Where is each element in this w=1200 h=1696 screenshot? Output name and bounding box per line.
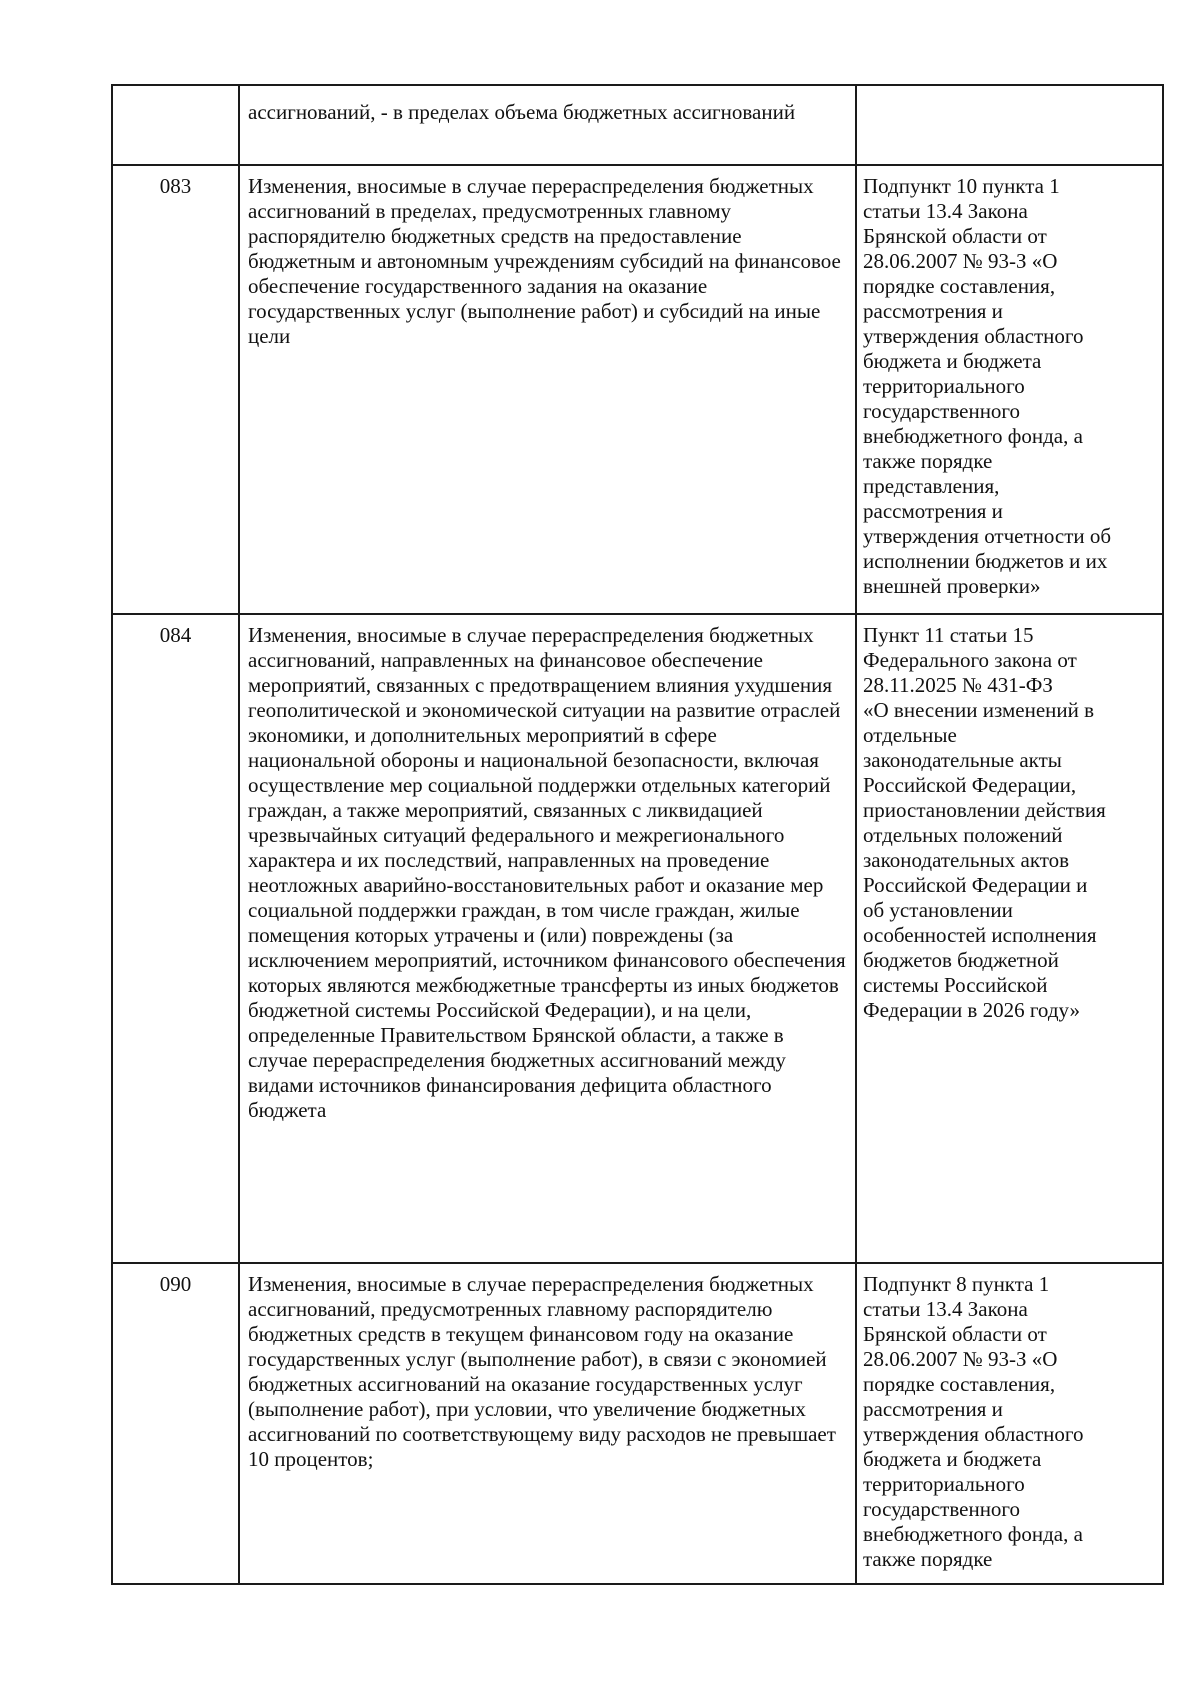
basis-cell xyxy=(856,614,1163,1263)
basis-cell xyxy=(856,85,1163,165)
row-code xyxy=(113,86,238,94)
description-cell xyxy=(239,85,856,165)
row-basis: Подпункт 8 пункта 1 статьи 13.4 Закона Брянской области от 28.06.2007 № 93-З «О порядке составления, рассмотрения и утверждения областного бюджета и бюджета территориального государственного внебюджетного фонда, а также порядке xyxy=(863,1272,1084,1571)
code-cell xyxy=(112,85,239,165)
row-basis: Пункт 11 статьи 15 Федерального закона от 28.11.2025 № 431-ФЗ «О внесении изменений в отдельные законодательные акты Российской Федерации, приостановлении действия отдельных положений законодательных актов Российской Федерации и об установлении особенностей исполнения бюджетов бюджетной системы Российской Федерации в 2026 году» xyxy=(863,623,1106,1022)
row-description: ассигнований, - в пределах объема бюджетных ассигнований xyxy=(248,100,796,124)
budget-changes-table xyxy=(111,84,1164,1585)
row-description: Изменения, вносимые в случае перераспределения бюджетных ассигнований в пределах, предусмотренных главному распорядителю бюджетных средств на предоставление бюджетным и автономным учреждениям субсидий на финансовое обеспечение государственного задания на оказание государственных услуг (выполнение работ) и субсидий на иные цели xyxy=(248,174,841,348)
basis-cell xyxy=(856,1263,1163,1584)
table-row xyxy=(112,1263,1163,1584)
row-basis: Подпункт 10 пункта 1 статьи 13.4 Закона Брянской области от 28.06.2007 № 93-З «О порядке составления, рассмотрения и утверждения областного бюджета и бюджета территориального государственного внебюджетного фонда, а также порядке представления, рассмотрения и утверждения отчетности об исполнении бюджетов и их внешней проверки» xyxy=(863,174,1112,598)
row-basis xyxy=(857,86,1162,102)
row-code: 083 xyxy=(159,174,192,198)
description-cell xyxy=(239,165,856,614)
row-description: Изменения, вносимые в случае перераспределения бюджетных ассигнований, направленных на финансовое обеспечение мероприятий, связанных с предотвращением влияния ухудшения геополитической и экономической ситуации на развитие отраслей экономики, и дополнительных мероприятий в сфере национальной обороны и национальной безопасности, включая осуществление мер социальной поддержки отдельных категорий граждан, а также мероприятий, связанных с ликвидацией чрезвычайных ситуаций федерального и межрегионального характера и их последствий, направленных на проведение неотложных аварийно-восстановительных работ и оказание мер социальной поддержки граждан, в том числе граждан, жилые помещения которых утрачены и (или) повреждены (за исключением мероприятий, источником финансового обеспечения которых являются межбюджетные трансферты из иных бюджетов бюджетной системы Российской Федерации), и на цели, определенные Правительством Брянской области, а также в случае перераспределения бюджетных ассигнований между видами источников финансирования дефицита областного бюджета xyxy=(248,623,846,1122)
table-row xyxy=(112,614,1163,1263)
code-cell xyxy=(112,1263,239,1584)
row-description: Изменения, вносимые в случае перераспределения бюджетных ассигнований, предусмотренных главному распорядителю бюджетных средств в текущем финансовом году на оказание государственных услуг (выполнение работ), в связи с экономией бюджетных ассигнований на оказание государственных услуг (выполнение работ), при условии, что увеличение бюджетных ассигнований по соответствующему виду расходов не превышает 10 процентов; xyxy=(248,1272,836,1471)
row-code: 090 xyxy=(159,1272,192,1296)
description-cell xyxy=(239,1263,856,1584)
row-code: 084 xyxy=(159,623,192,647)
table-row xyxy=(112,165,1163,614)
code-cell xyxy=(112,614,239,1263)
description-cell xyxy=(239,614,856,1263)
basis-cell xyxy=(856,165,1163,614)
code-cell xyxy=(112,165,239,614)
table-row xyxy=(112,85,1163,165)
